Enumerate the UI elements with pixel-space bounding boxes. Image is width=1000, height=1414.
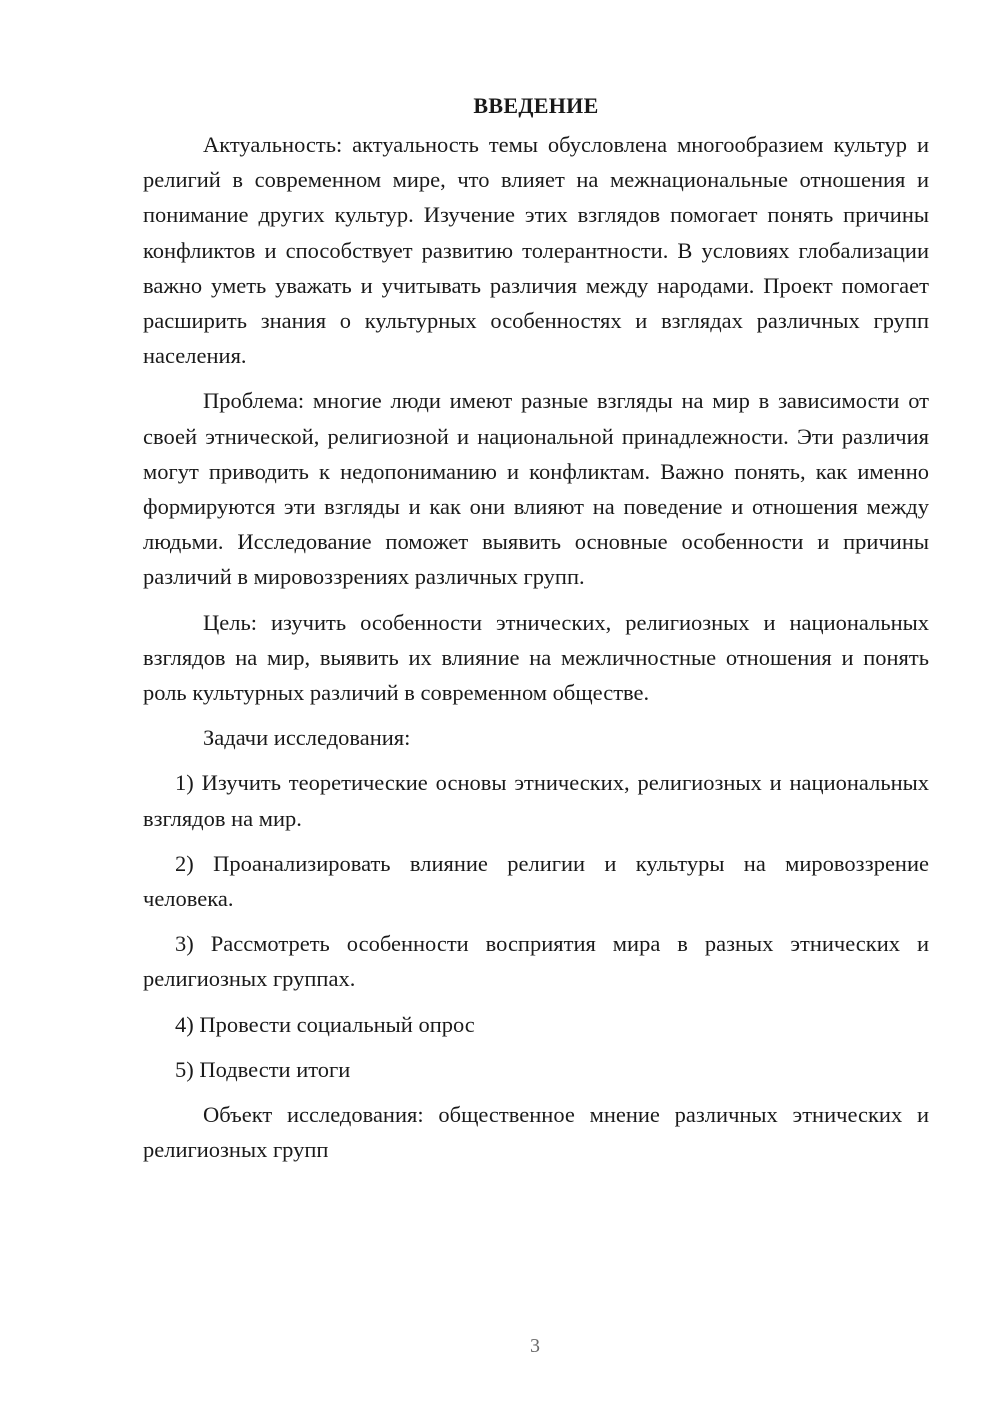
task-item: 4) Провести социальный опрос [175, 1011, 475, 1037]
page-title: ВВЕДЕНИЕ [473, 93, 599, 118]
object-paragraph: Объект исследования: общественное мнение различных этнических и религиозных групп [143, 1102, 929, 1163]
task-item: 2) Проанализировать влияние религии и культуры на мировоззрение человека. [143, 850, 929, 912]
task-item: 3) Рассмотреть особенности восприятия мира в разных этнических и религиозных группах. [143, 931, 929, 992]
goal-paragraph: Цель: изучить особенности этнических, религиозных и национальных взглядов на мир, выявить их влияние на межличностные отношения и понять роль культурных различий в современном обществе. [143, 609, 929, 706]
problem-paragraph: Проблема: многие люди имеют разные взгляды на мир в зависимости от своей этнической, религиозной и национальной принадлежности. Эти различия могут приводить к недопониманию и конфликтам. Важно понять, как именно формируются эти взгляды и как они влияют на поведение и отношения между людьми. Исследование поможет выявить основные особенности и причины различий в мировоззрениях различных групп. [143, 388, 929, 590]
tasks-heading: Задачи исследования: [203, 725, 411, 751]
task-item: 5) Подвести итоги [175, 1056, 351, 1082]
relevance-paragraph: Актуальность: актуальность темы обусловлена многообразием культур и религий в современном мире, что влияет на межнациональные отношения и понимание других культур. Изучение этих взглядов помогает понять причины конфликтов и способствует развитию толерантности. В условиях глобализации важно уметь уважать и учитывать различия между народами. Проект помогает расширить знания о культурных особенностях и взглядах различных групп населения. [143, 132, 929, 369]
task-item: 1) Изучить теоретические основы этнических, религиозных и национальных взглядов на мир. [143, 770, 929, 831]
page-number: 3 [530, 1335, 540, 1357]
tasks-list [143, 765, 929, 1087]
document-page [143, 88, 929, 1177]
